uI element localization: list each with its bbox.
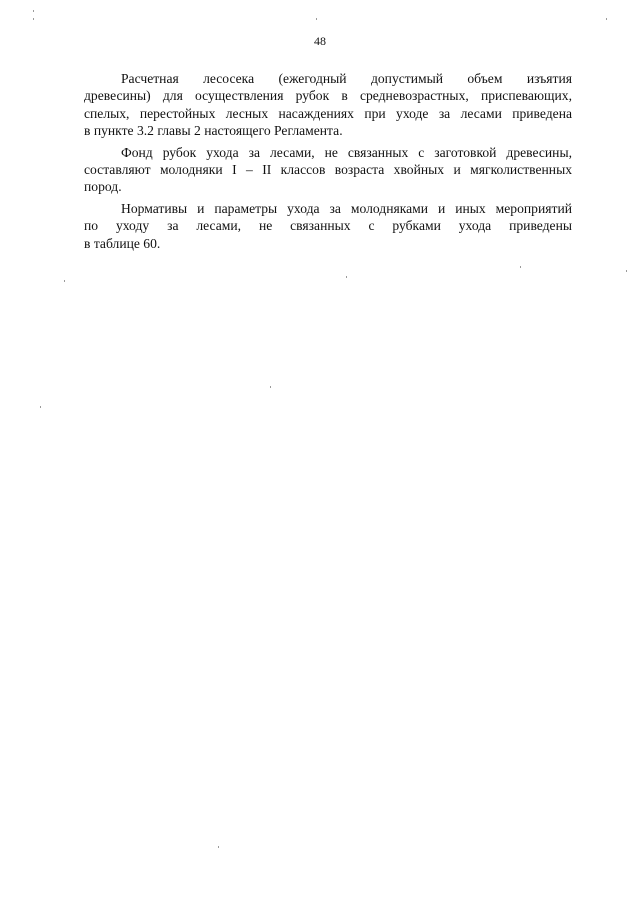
scan-speck: [33, 18, 34, 20]
scan-speck: [33, 10, 34, 12]
scan-speck: [270, 386, 271, 388]
scan-speck: [520, 266, 521, 268]
scan-speck: [218, 846, 219, 848]
scan-speck: [40, 406, 41, 408]
text-line: в пункте 3.2 главы 2 настоящего Регламента.: [84, 123, 343, 139]
text-line: Расчетная лесосека (ежегодный допустимый объем изъятия: [121, 71, 572, 86]
scan-speck: [626, 270, 627, 272]
document-body: [84, 70, 572, 256]
text-line: древесины) для осуществления рубок в средневозрастных, приспевающих,: [84, 88, 572, 104]
paragraph-allowable-cut: [84, 70, 572, 140]
text-line: Фонд рубок ухода за лесами, не связанных с заготовкой древесины,: [121, 144, 572, 160]
text-line: по уходу за лесами, не связанных с рубками ухода приведены: [84, 218, 572, 234]
text-line: пород.: [84, 179, 122, 195]
scan-speck: [64, 280, 65, 282]
scan-speck: [346, 276, 347, 278]
text-line: составляют молодняки I – II классов возраста хвойных и мягколиственных: [84, 162, 572, 178]
scan-speck: [316, 18, 317, 20]
page-number: 48: [314, 34, 326, 48]
text-line: Нормативы и параметры ухода за молодняками и иных мероприятий: [121, 200, 572, 216]
paragraph-standards: [84, 200, 572, 252]
text-line: спелых, перестойных лесных насаждениях при уходе за лесами приведена: [84, 105, 572, 121]
scan-speck: [606, 18, 607, 20]
paragraph-thinning-fund: [84, 144, 572, 196]
text-line: в таблице 60.: [84, 235, 161, 251]
